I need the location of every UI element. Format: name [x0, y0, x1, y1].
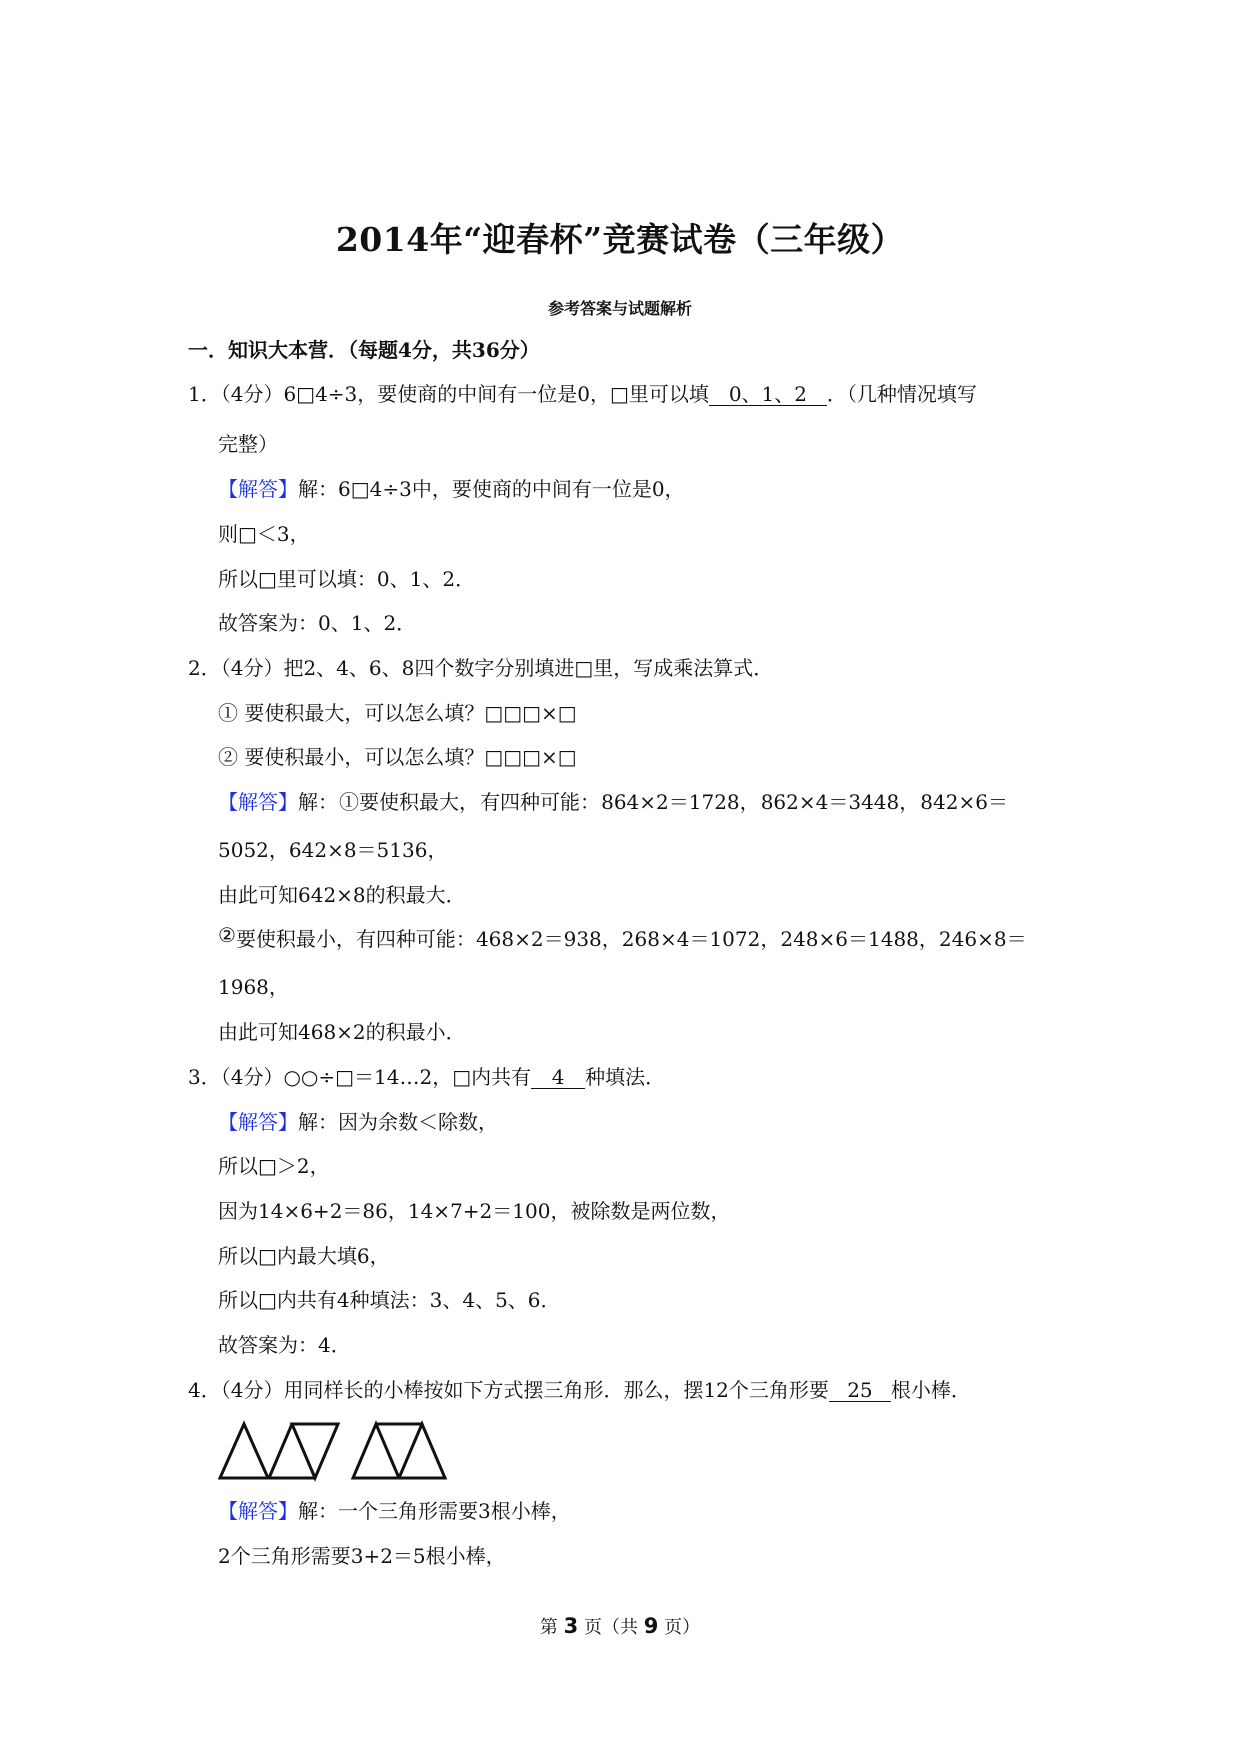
answer-tag: 【解答】	[218, 1110, 298, 1134]
triangle-sticks-figure	[218, 1420, 488, 1482]
solution-line: 2个三角形需要3+2＝5根小棒，	[218, 1544, 506, 1568]
sub-question-1: ① 要使积最大，可以怎么填？□□□×□	[218, 701, 577, 725]
solution-line: 【解答】解：因为余数＜除数，	[218, 1110, 498, 1134]
question-text-after: 种填法．	[585, 1065, 666, 1089]
solution-line: 所以□里可以填：0、1、2．	[218, 567, 476, 591]
question-number: 4．	[188, 1378, 221, 1402]
question-text: （4分）○○÷□＝14…2，□内共有	[220, 1065, 532, 1089]
page-title: 2014年“迎春杯”竞赛试卷（三年级）	[335, 220, 905, 259]
sub-question-2: ② 要使积最小，可以怎么填？□□□×□	[218, 745, 577, 769]
solution-line: 由此可知642×8的积最大．	[218, 883, 466, 907]
triangle-figure-3	[353, 1424, 445, 1478]
question-2	[188, 652, 773, 681]
page-footer: 第 3 页（共 9 页）	[539, 1614, 701, 1638]
answer-tag: 【解答】	[218, 477, 298, 501]
answer-blank: 4	[531, 1067, 585, 1089]
question-text: （4分）用同样长的小棒按如下方式摆三角形．那么，摆12个三角形要	[220, 1378, 829, 1402]
solution-line: 则□＜3，	[218, 522, 310, 546]
section-heading: 一．知识大本营．（每题4分，共36分）	[188, 338, 540, 362]
triangle-figure-2	[269, 1424, 338, 1478]
solution-line: 所以□内最大填6，	[218, 1244, 390, 1268]
question-text-after: ．（几种情况填写	[826, 382, 977, 406]
question-3	[188, 1061, 665, 1090]
solution-line: ② 要使积最小， 有四种可能： 468×2＝938， 268×4＝1072， 248×6＝1488， 246×8＝	[218, 923, 1027, 951]
question-text: （4分）把2、4、6、8四个数字分别填进□里，写成乘法算式．	[220, 656, 774, 680]
page-total: 9	[643, 1614, 659, 1638]
answer-blank: 0、1、2	[709, 384, 827, 406]
question-number: 2．	[188, 656, 221, 680]
solution-line: 所以□内共有4种填法：3、4、5、6．	[218, 1288, 561, 1312]
question-4	[188, 1374, 971, 1403]
solution-line: 由此可知468×2的积最小．	[218, 1020, 466, 1044]
solution-line: 故答案为：0、1、2．	[218, 611, 417, 635]
triangle-figure-1	[220, 1424, 268, 1478]
solution-line: 【解答】解：6□4÷3中，要使商的中间有一位是0，	[218, 477, 685, 501]
solution-line: 故答案为：4．	[218, 1333, 351, 1357]
solution-line: 5052，642×8＝5136，	[218, 838, 448, 862]
answer-tag: 【解答】	[218, 790, 298, 814]
question-text: （4分）6□4÷3，要使商的中间有一位是0，□里可以填	[220, 382, 709, 406]
question-1	[188, 378, 977, 407]
page-subtitle: 参考答案与试题解析	[547, 299, 692, 318]
answer-blank: 25	[829, 1380, 891, 1402]
question-1-cont: 完整）	[218, 432, 278, 456]
solution-line: 1968，	[218, 975, 289, 999]
solution-line: 【解答】解： ①要使积最大， 有四种可能： 864×2＝1728， 862×4＝3448， 842×6＝	[218, 790, 1008, 814]
solution-line: 因为14×6+2＝86，14×7+2＝100，被除数是两位数，	[218, 1199, 731, 1223]
question-text-after: 根小棒．	[890, 1378, 971, 1402]
page-number: 3	[563, 1614, 579, 1638]
question-number: 1．	[188, 382, 221, 406]
question-number: 3．	[188, 1065, 221, 1089]
solution-line: 【解答】解：一个三角形需要3根小棒，	[218, 1499, 571, 1523]
solution-line: 所以□＞2，	[218, 1154, 330, 1178]
answer-tag: 【解答】	[218, 1499, 298, 1523]
